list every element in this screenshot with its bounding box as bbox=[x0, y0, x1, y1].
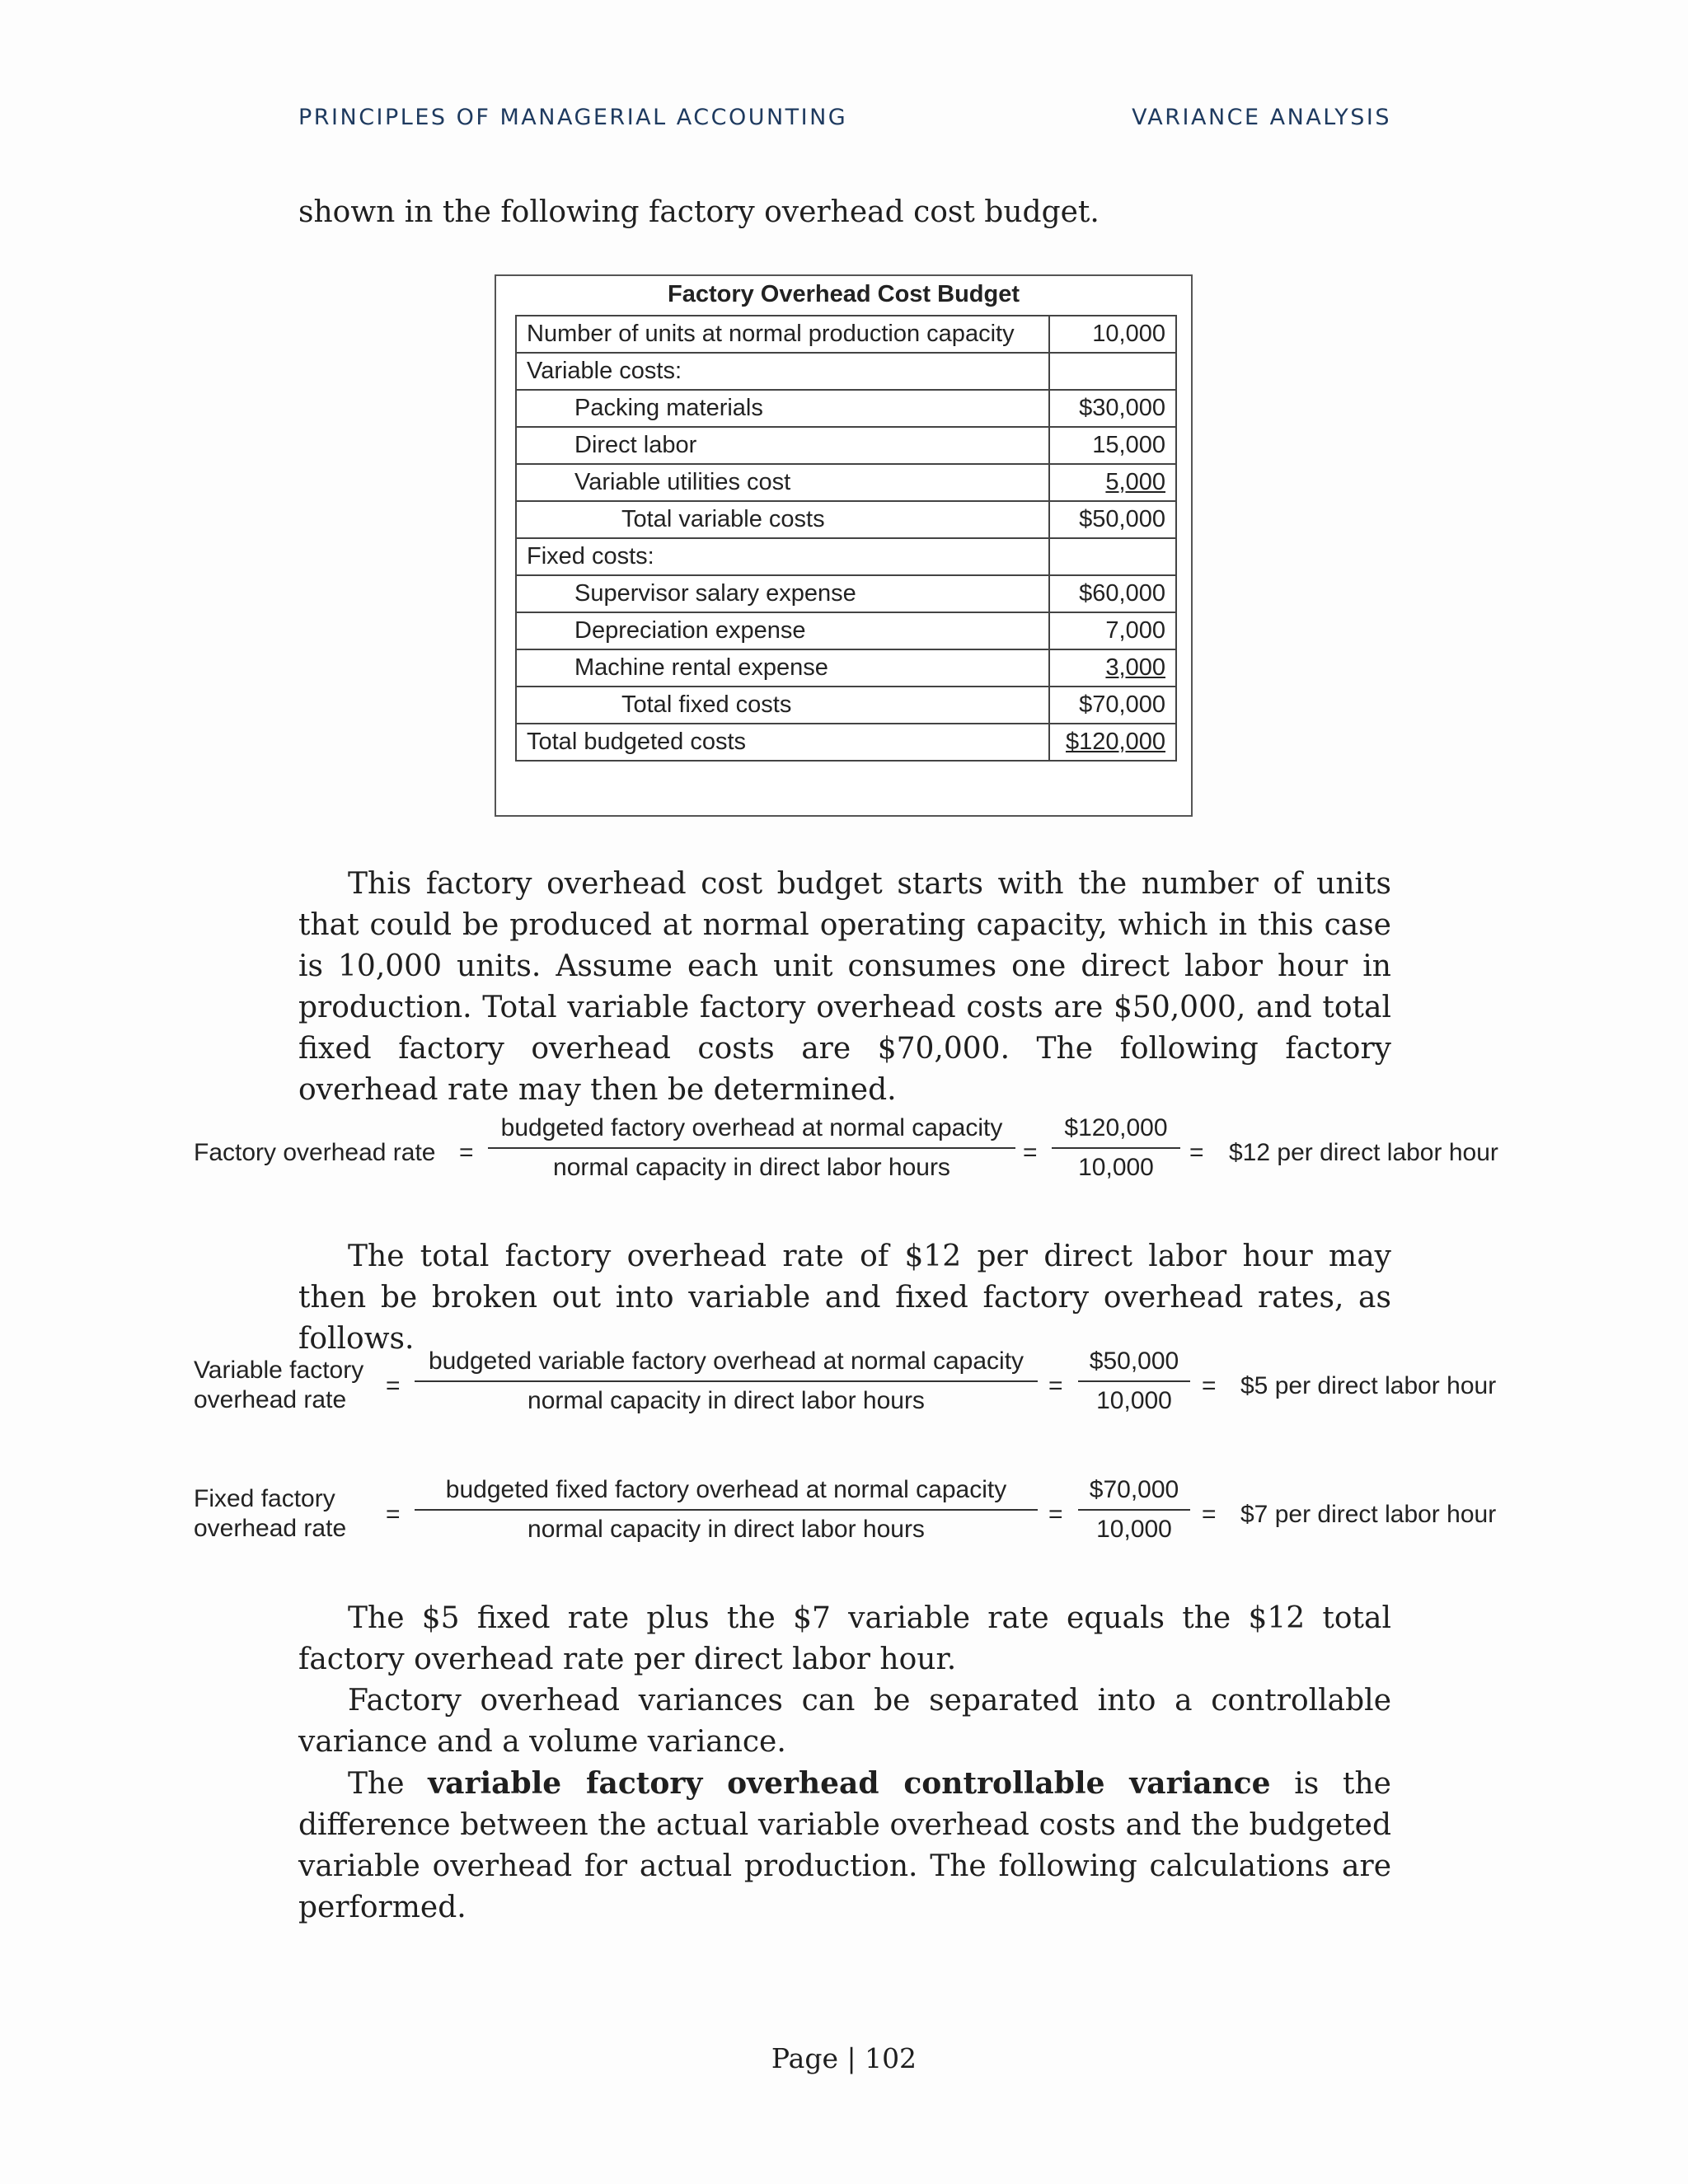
running-header-left: PRINCIPLES OF MANAGERIAL ACCOUNTING bbox=[298, 105, 848, 130]
factory-overhead-budget bbox=[495, 274, 1193, 817]
table-row: Depreciation expense 7,000 bbox=[516, 612, 1176, 649]
formula-values: $\frac{\$50,000}{10,000}$ bbox=[1078, 1347, 1190, 1415]
table-row: Total budgeted costs $120,000 bbox=[516, 724, 1176, 761]
paragraph-rate-sum: The $5 fixed rate plus the $7 variable rate equals the $12 total factory overhead rate per direct labor hour. bbox=[298, 1601, 1391, 1676]
formula-label: Fixed factory overhead rate bbox=[194, 1485, 347, 1542]
formula-values: $\frac{\$70,000}{10,000}$ bbox=[1078, 1476, 1190, 1544]
paragraph-breakout: The total factory overhead rate of $12 per direct labor hour may then be broken out into variable and fixed factory overhead rates, as follows. bbox=[298, 1240, 1391, 1356]
table-row: Number of units at normal production capacity 10,000 bbox=[516, 316, 1176, 353]
paragraph-variances: Factory overhead variances can be separated into a controllable variance and a volume variance. bbox=[298, 1684, 1391, 1759]
formula-total-overhead-rate: Factory overhead rate = budgeted factory overhead at normal capacity normal capacity in direct labor hours = $\frac{\$120,000}{10,000}$ = $12 per direct labor hour bbox=[194, 1114, 1498, 1181]
formula-variable-overhead-rate: Variable factory overhead rate = budgeted variable factory overhead at normal capacity normal capacity in direct labor hours = $\frac{\$50,000}{10,000}$ = $5 per direct labor hour bbox=[194, 1347, 1497, 1414]
table-row: Fixed costs: bbox=[516, 538, 1176, 575]
formula-fraction: budgeted variable factory overhead at normal capacity normal capacity in direct labor hours bbox=[415, 1347, 1038, 1415]
table-row: Direct labor 15,000 bbox=[516, 427, 1176, 464]
formula-result: $5 per direct labor hour bbox=[1240, 1372, 1497, 1399]
intro-text: shown in the following factory overhead cost budget. bbox=[298, 195, 1100, 229]
formula-fixed-overhead-rate: Fixed factory overhead rate = budgeted fixed factory overhead at normal capacity normal capacity in direct labor hours = $\frac{\$70,000}{10,000}$ = $7 per direct labor hour bbox=[194, 1476, 1497, 1543]
table-row: Machine rental expense 3,000 bbox=[516, 649, 1176, 687]
table-row: Supervisor salary expense $60,000 bbox=[516, 575, 1176, 612]
table-row: Variable utilities cost 5,000 bbox=[516, 464, 1176, 501]
formula-fraction: budgeted fixed factory overhead at normal capacity normal capacity in direct labor hours bbox=[415, 1476, 1038, 1544]
table-row: Packing materials $30,000 bbox=[516, 390, 1176, 427]
formula-result: $12 per direct labor hour bbox=[1229, 1139, 1498, 1166]
formula-result: $7 per direct labor hour bbox=[1240, 1501, 1497, 1528]
formula-values: $\frac{\$120,000}{10,000}$ bbox=[1052, 1114, 1180, 1182]
page-number: Page | 102 bbox=[771, 2042, 917, 2074]
formula-label: Variable factory overhead rate bbox=[194, 1357, 364, 1413]
table-row: Total fixed costs $70,000 bbox=[516, 687, 1176, 724]
table-row: Total variable costs $50,000 bbox=[516, 501, 1176, 538]
paragraph-controllable-variance: The variable factory overhead controllable variance is the difference between the actual variable overhead costs and the budgeted variable overhead for actual production. The following calculations are performed. bbox=[298, 1766, 1391, 1924]
formula-fraction: budgeted factory overhead at normal capacity normal capacity in direct labor hours bbox=[488, 1114, 1015, 1182]
formula-label: Factory overhead rate bbox=[194, 1139, 436, 1166]
budget-table bbox=[515, 315, 1177, 762]
running-header-right: VARIANCE ANALYSIS bbox=[1132, 105, 1391, 130]
budget-title: Factory Overhead Cost Budget bbox=[667, 281, 1020, 307]
paragraph-budget-explanation: This factory overhead cost budget starts with the number of units that could be produced at normal operating capacity, which in this case is 10,000 units. Assume each unit consumes one direct labor hour in production. Total variable factory overhead costs are $50,000, and total fixed factory overhead costs are $70,000. The following factory overhead rate may then be determined. bbox=[298, 867, 1391, 1107]
table-row: Variable costs: bbox=[516, 353, 1176, 390]
